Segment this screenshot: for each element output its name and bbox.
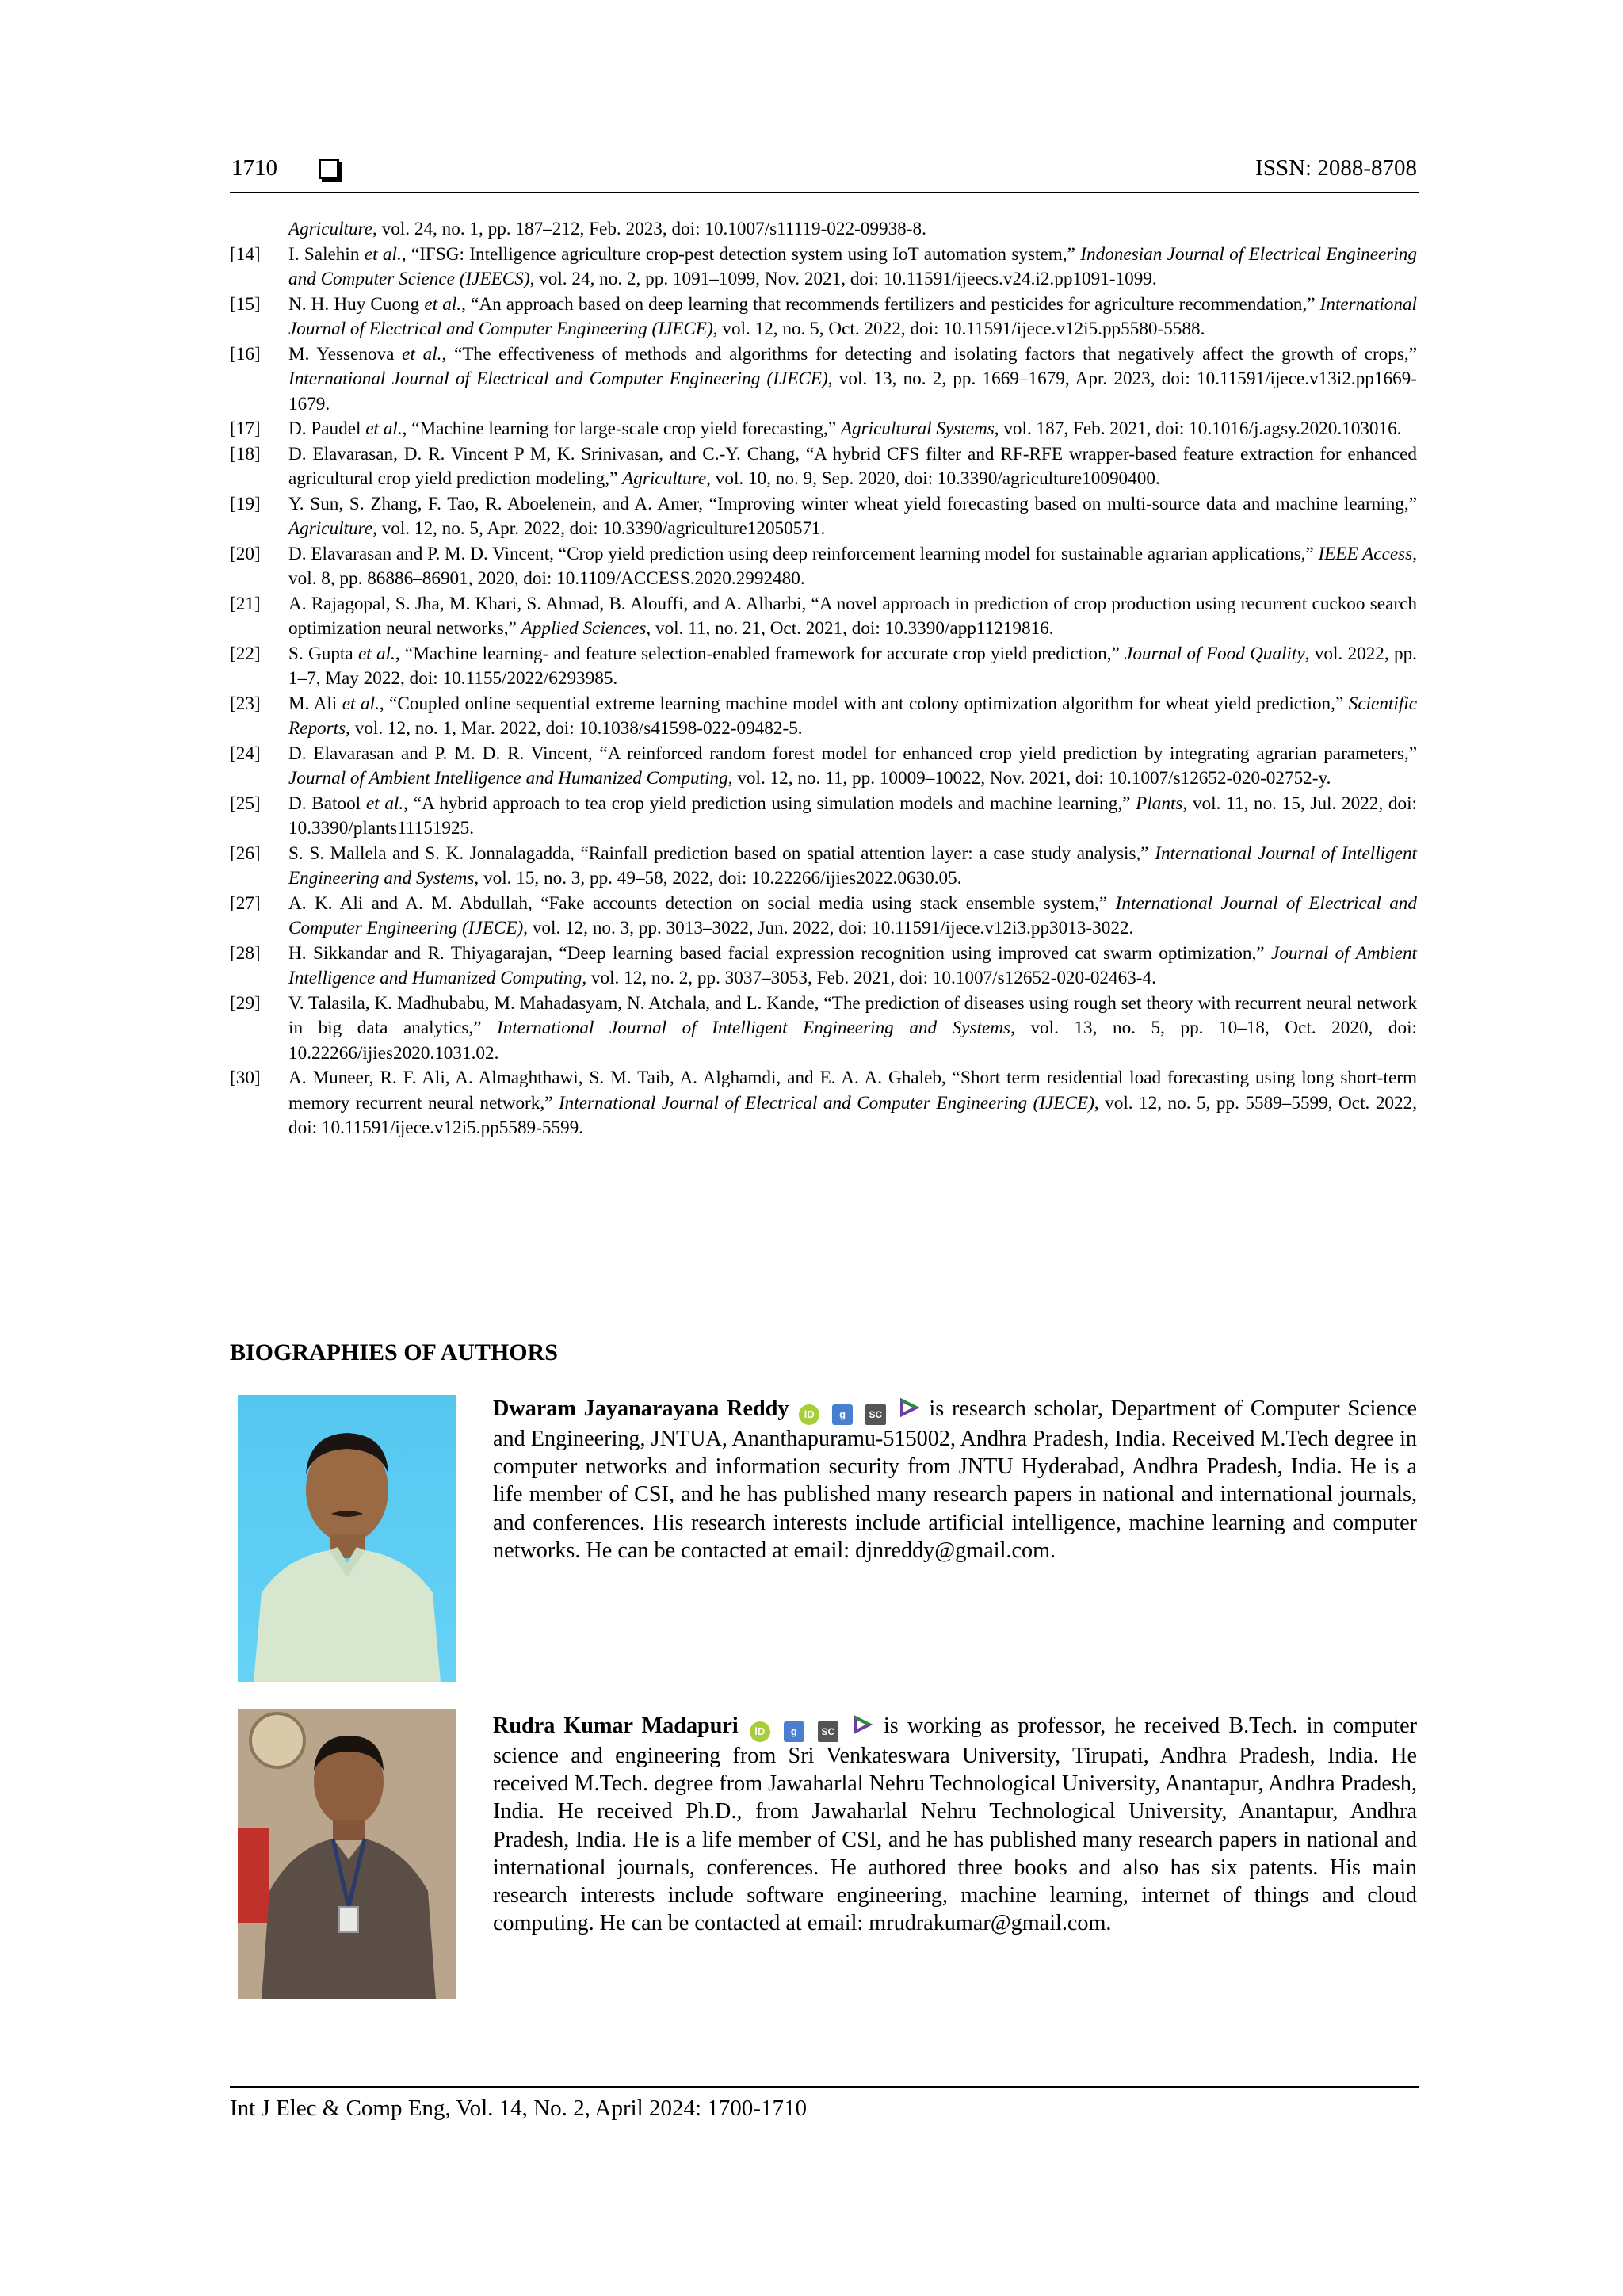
author-bio-text-2: is working as professor, he received B.Tech. in computer science and engineering from Sri Venkateswara University, Tirupati, Andhra Pradesh, India. He received M.Tech. degree from Jawaharlal Nehru Technological University, Anantapur, Andhra Pradesh, India. He received Ph.D., from Jawaharlal Nehru Technological University, Anantapur, Andhra Pradesh, India. He is a life member of CSI, and he has published many research papers in national and international journals, conferences. He authored three books and also has six patents. His main research interests include software engineering, machine learning, internet of things and cloud computing. He can be contacted at email: mrudrakumar@gmail.com. — [493, 1713, 1418, 1936]
reference-item — [230, 542, 1417, 592]
reference-item — [230, 243, 1417, 292]
author-bio-1 — [493, 1395, 1417, 1564]
reference-item — [230, 417, 1417, 442]
page-footer: Int J Elec & Comp Eng, Vol. 14, No. 2, April 2024: 1700-1710 — [230, 2086, 1419, 2122]
reference-number: [28] — [230, 942, 261, 964]
reference-text: H. Sikkandar and R. Thiyagarajan, “Deep learning based facial expression recognition using improved cat swarm optimization,” Journal of Ambient Intelligence and Humanized Computing, vol. 12, no. 2, pp. 3037–3053, Feb. 2021, doi: 10.1007/s12652-020-02463-4. — [288, 942, 1417, 988]
reference-item — [230, 1066, 1417, 1141]
reference-text: D. Elavarasan, D. R. Vincent P M, K. Srinivasan, and C.-Y. Chang, “A hybrid CFS filter and RF-RFE wrapper-based feature extraction for enhanced agricultural crop yield prediction modeling,” Agriculture, vol. 10, no. 9, Sep. 2020, doi: 10.3390/agriculture10090400. — [288, 443, 1417, 489]
square-icon — [319, 159, 339, 179]
reference-number: [14] — [230, 243, 261, 265]
reference-number: [18] — [230, 443, 261, 464]
reference-number: [21] — [230, 593, 261, 614]
author-photo-2 — [238, 1709, 456, 1999]
reference-text: M. Yessenova et al., “The effectiveness of methods and algorithms for detecting and isolating factors that negatively affect the growth of crops,” International Journal of Electrical and Computer Engineering (IJECE), vol. 13, no. 2, pp. 1669–1679, Apr. 2023, doi: 10.11591/ijece.v13i2.pp1669-1679. — [288, 343, 1417, 415]
reference-text: A. Rajagopal, S. Jha, M. Khari, S. Ahmad, B. Alouffi, and A. Alharbi, “A novel approach in prediction of crop production using recurrent cuckoo search optimization neural networks,” Applied Sciences, vol. 11, no. 21, Oct. 2021, doi: 10.3390/app11219816. — [288, 593, 1417, 639]
reference-item — [230, 217, 1417, 243]
page-header — [230, 155, 1419, 193]
orcid-icon[interactable]: iD — [750, 1721, 770, 1742]
reference-text: N. H. Huy Cuong et al., “An approach based on deep learning that recommends fertilizers and pesticides for agriculture recommendation,” International Journal of Electrical and Computer Engineering (IJECE), vol. 12, no. 5, Oct. 2022, doi: 10.11591/ijece.v12i5.pp5580-5588. — [288, 293, 1417, 339]
reference-number: [15] — [230, 293, 261, 315]
reference-item — [230, 692, 1417, 742]
reference-item — [230, 991, 1417, 1067]
reference-number: [16] — [230, 343, 261, 365]
reference-item — [230, 592, 1417, 642]
author-name-1: Dwaram Jayanarayana Reddy — [493, 1396, 789, 1421]
reference-text: S. Gupta et al., “Machine learning- and feature selection-enabled framework for accurate crop yield prediction,” Journal of Food Quality, vol. 2022, pp. 1–7, May 2022, doi: 10.1155/2022/6293985. — [288, 643, 1417, 689]
reference-text: Y. Sun, S. Zhang, F. Tao, R. Aboelenein, and A. Amer, “Improving winter wheat yield forecasting based on multi-source data and machine learning,” Agriculture, vol. 12, no. 5, Apr. 2022, doi: 10.3390/agriculture12050571. — [288, 493, 1417, 539]
reference-number: [25] — [230, 793, 261, 814]
reference-item — [230, 942, 1417, 991]
reference-item — [230, 292, 1417, 342]
reference-number: [27] — [230, 892, 261, 914]
biographies-heading: BIOGRAPHIES OF AUTHORS — [230, 1339, 558, 1366]
reference-item — [230, 842, 1417, 892]
reference-text: A. K. Ali and A. M. Abdullah, “Fake accounts detection on social media using stack ensemble system,” International Journal of Electrical and Computer Engineering (IJECE), vol. 12, no. 3, pp. 3013–3022, Jun. 2022, doi: 10.11591/ijece.v12i3.pp3013-3022. — [288, 892, 1417, 938]
reference-number: [19] — [230, 493, 261, 514]
reference-number: [26] — [230, 842, 261, 864]
reference-text: I. Salehin et al., “IFSG: Intelligence agriculture crop-pest detection system using IoT automation system,” Indonesian Journal of Electrical Engineering and Computer Science (IJEECS), vol. 24, no. 2, pp. 1091–1099, Nov. 2021, doi: 10.11591/ijeecs.v24.i2.pp1091-1099. — [288, 243, 1417, 289]
reference-number: [23] — [230, 693, 261, 714]
reference-number: [30] — [230, 1068, 261, 1088]
reference-item — [230, 642, 1417, 692]
reference-item — [230, 742, 1417, 792]
page-number: 1710 — [231, 155, 277, 181]
author-photo-1 — [238, 1395, 456, 1682]
reference-text: D. Elavarasan and P. M. D. R. Vincent, “A reinforced random forest model for enhanced crop yield prediction by integrating agrarian parameters,” Journal of Ambient Intelligence and Humanized Computing, vol. 12, no. 11, pp. 10009–10022, Nov. 2021, doi: 10.1007/s12652-020-02752-y. — [288, 743, 1417, 789]
reference-text: S. S. Mallela and S. K. Jonnalagadda, “Rainfall prediction based on spatial attention layer: a case study analysis,” International Journal of Intelligent Engineering and Systems, vol. 15, no. 3, pp. 49–58, 2022, doi: 10.22266/ijies2022.0630.05. — [288, 842, 1417, 888]
google-scholar-icon[interactable]: g — [784, 1721, 804, 1742]
reference-number: [29] — [230, 992, 261, 1014]
author-bio-text-1: is research scholar, Department of Computer Science and Engineering, JNTUA, Ananthapuramu-515002, Andhra Pradesh, India. Received M.Tech degree in computer networks and information security from JNTU Hyderabad, Andhra Pradesh, India. He is a life member of CSI, and he has published many research papers in national and international journals, and conferences. His research interests include artificial intelligence, machine learning and computer networks. He can be contacted at email: djnreddy@gmail.com. — [493, 1396, 1417, 1563]
reference-number: [24] — [230, 743, 261, 764]
reference-item — [230, 442, 1417, 492]
reference-text: Agriculture, vol. 24, no. 1, pp. 187–212, Feb. 2023, doi: 10.1007/s11119-022-09938-8. — [288, 219, 926, 239]
author-name-2: Rudra Kumar Madapuri — [493, 1713, 739, 1738]
reference-item — [230, 492, 1417, 542]
reference-item — [230, 342, 1417, 418]
publons-icon[interactable] — [899, 1397, 919, 1418]
issn-label: ISSN: 2088-8708 — [1255, 155, 1417, 181]
reference-number — [230, 217, 288, 243]
google-scholar-icon[interactable]: g — [832, 1404, 853, 1425]
author-bio-2 — [493, 1712, 1417, 1937]
reference-text: V. Talasila, K. Madhubabu, M. Mahadasyam, N. Atchala, and L. Kande, “The prediction of diseases using rough set theory with recurrent neural network in big data analytics,” International Journal of Intelligent Engineering and Systems, vol. 13, no. 5, pp. 10–18, Oct. 2020, doi: 10.22266/ijies2020.1031.02. — [288, 992, 1417, 1064]
reference-number: [20] — [230, 543, 261, 564]
reference-text: D. Paudel et al., “Machine learning for large-scale crop yield forecasting,” Agricultural Systems, vol. 187, Feb. 2021, doi: 10.1016/j.agsy.2020.103016. — [288, 418, 1402, 439]
reference-text: D. Elavarasan and P. M. D. Vincent, “Crop yield prediction using deep reinforcement learning model for sustainable agrarian applications,” IEEE Access, vol. 8, pp. 86886–86901, 2020, doi: 10.1109/ACCESS.2020.2992480. — [288, 543, 1417, 589]
reference-text: A. Muneer, R. F. Ali, A. Almaghthawi, S. M. Taib, A. Alghamdi, and E. A. A. Ghaleb, “Short term residential load forecasting using long short-term memory recurrent neural network,” International Journal of Electrical and Computer Engineering (IJECE), vol. 12, no. 5, pp. 5589–5599, Oct. 2022, doi: 10.11591/ijece.v12i5.pp5589-5599. — [288, 1068, 1417, 1138]
reference-number: [17] — [230, 418, 261, 439]
scopus-icon[interactable]: SC — [818, 1721, 838, 1742]
scopus-icon[interactable]: SC — [865, 1404, 886, 1425]
reference-text: M. Ali et al., “Coupled online sequential extreme learning machine model with ant colony optimization algorithm for wheat yield prediction,” Scientific Reports, vol. 12, no. 1, Mar. 2022, doi: 10.1038/s41598-022-09482-5. — [288, 693, 1418, 739]
reference-text: D. Batool et al., “A hybrid approach to tea crop yield prediction using simulation models and machine learning,” Plants, vol. 11, no. 15, Jul. 2022, doi: 10.3390/plants11151925. — [288, 793, 1418, 839]
reference-item — [230, 892, 1417, 942]
publons-icon[interactable] — [852, 1714, 873, 1735]
reference-item — [230, 792, 1417, 842]
reference-list — [230, 217, 1417, 1141]
reference-number: [22] — [230, 643, 261, 664]
orcid-icon[interactable]: iD — [799, 1404, 819, 1425]
